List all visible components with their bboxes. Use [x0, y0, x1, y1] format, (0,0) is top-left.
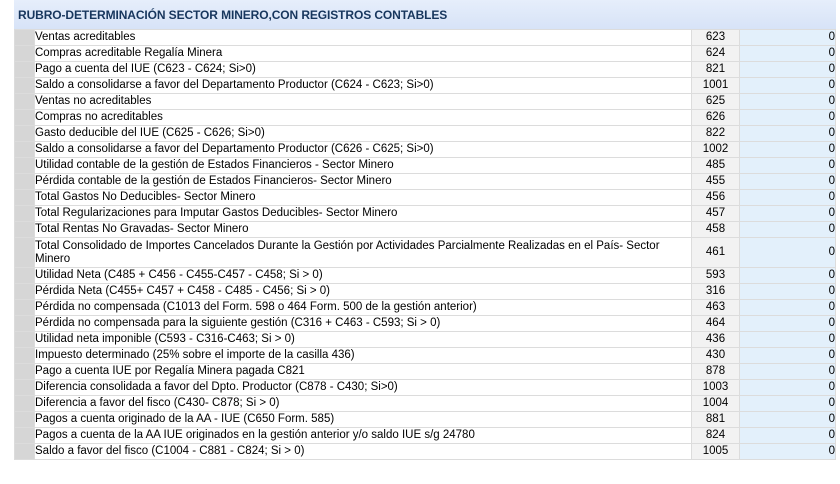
- row-value-field[interactable]: 0: [740, 364, 836, 380]
- row-value-field[interactable]: 0: [740, 300, 836, 316]
- row-code: 316: [692, 284, 740, 300]
- row-gutter: [15, 174, 35, 190]
- form-table-body: [15, 30, 836, 460]
- row-code: 461: [692, 238, 740, 268]
- row-value-field[interactable]: 0: [740, 206, 836, 222]
- row-value-field[interactable]: 0: [740, 142, 836, 158]
- row-code: 821: [692, 62, 740, 78]
- row-value-field[interactable]: 0: [740, 94, 836, 110]
- row-value-field[interactable]: 0: [740, 316, 836, 332]
- row-code: 1002: [692, 142, 740, 158]
- table-row: [15, 300, 836, 316]
- row-label: Saldo a consolidarse a favor del Departamento Productor (C624 - C623; Si>0): [35, 78, 692, 94]
- table-row: [15, 110, 836, 126]
- row-label: Pérdida no compensada (C1013 del Form. 598 o 464 Form. 500 de la gestión anterior): [35, 300, 692, 316]
- row-code: 593: [692, 268, 740, 284]
- table-row: [15, 284, 836, 300]
- row-label: Compras acreditable Regalía Minera: [35, 46, 692, 62]
- table-row: [15, 206, 836, 222]
- row-code: 485: [692, 158, 740, 174]
- table-row: [15, 444, 836, 460]
- row-code: 824: [692, 428, 740, 444]
- row-code: 436: [692, 332, 740, 348]
- row-value-field[interactable]: 0: [740, 30, 836, 46]
- section-header: [14, 0, 836, 30]
- table-row: [15, 268, 836, 284]
- row-label: Impuesto determinado (25% sobre el importe de la casilla 436): [35, 348, 692, 364]
- row-code: 822: [692, 126, 740, 142]
- row-value-field[interactable]: 0: [740, 110, 836, 126]
- row-gutter: [15, 316, 35, 332]
- row-gutter: [15, 300, 35, 316]
- row-code: 456: [692, 190, 740, 206]
- row-value-field[interactable]: 0: [740, 428, 836, 444]
- row-value-field[interactable]: 0: [740, 284, 836, 300]
- row-gutter: [15, 190, 35, 206]
- row-code: 1004: [692, 396, 740, 412]
- row-value-field[interactable]: 0: [740, 174, 836, 190]
- row-value-field[interactable]: 0: [740, 444, 836, 460]
- row-label: Pago a cuenta del IUE (C623 - C624; Si>0): [35, 62, 692, 78]
- row-label: Utilidad neta imponible (C593 - C316-C463; Si > 0): [35, 332, 692, 348]
- row-code: 878: [692, 364, 740, 380]
- row-value-field[interactable]: 0: [740, 412, 836, 428]
- row-label: Utilidad contable de la gestión de Estados Financieros - Sector Minero: [35, 158, 692, 174]
- row-label: Total Gastos No Deducibles- Sector Minero: [35, 190, 692, 206]
- table-row: [15, 348, 836, 364]
- row-value-field[interactable]: 0: [740, 332, 836, 348]
- row-label: Pérdida Neta (C455+ C457 + C458 - C485 - C456; Si > 0): [35, 284, 692, 300]
- table-row: [15, 142, 836, 158]
- row-label: Ventas no acreditables: [35, 94, 692, 110]
- row-label: Total Regularizaciones para Imputar Gastos Deducibles- Sector Minero: [35, 206, 692, 222]
- row-gutter: [15, 396, 35, 412]
- row-gutter: [15, 348, 35, 364]
- row-code: 464: [692, 316, 740, 332]
- table-row: [15, 238, 836, 268]
- row-label: Pago a cuenta IUE por Regalía Minera pagada C821: [35, 364, 692, 380]
- row-code: 463: [692, 300, 740, 316]
- table-row: [15, 396, 836, 412]
- row-label: Diferencia consolidada a favor del Dpto. Productor (C878 - C430; Si>0): [35, 380, 692, 396]
- row-label: Pagos a cuenta de la AA IUE originados en la gestión anterior y/o saldo IUE s/g 24780: [35, 428, 692, 444]
- row-label: Gasto deducible del IUE (C625 - C626; Si>0): [35, 126, 692, 142]
- row-gutter: [15, 126, 35, 142]
- table-row: [15, 78, 836, 94]
- row-gutter: [15, 428, 35, 444]
- row-code: 1001: [692, 78, 740, 94]
- row-code: 457: [692, 206, 740, 222]
- row-code: 1003: [692, 380, 740, 396]
- row-gutter: [15, 238, 35, 268]
- table-row: [15, 62, 836, 78]
- row-gutter: [15, 62, 35, 78]
- row-code: 623: [692, 30, 740, 46]
- row-gutter: [15, 412, 35, 428]
- table-row: [15, 174, 836, 190]
- row-gutter: [15, 222, 35, 238]
- row-gutter: [15, 206, 35, 222]
- row-label: Saldo a favor del fisco (C1004 - C881 - C824; Si > 0): [35, 444, 692, 460]
- table-row: [15, 332, 836, 348]
- row-value-field[interactable]: 0: [740, 78, 836, 94]
- row-gutter: [15, 46, 35, 62]
- table-row: [15, 94, 836, 110]
- row-value-field[interactable]: 0: [740, 222, 836, 238]
- table-row: [15, 222, 836, 238]
- table-row: [15, 380, 836, 396]
- row-label: Total Rentas No Gravadas- Sector Minero: [35, 222, 692, 238]
- row-code: 430: [692, 348, 740, 364]
- table-row: [15, 158, 836, 174]
- row-gutter: [15, 94, 35, 110]
- row-gutter: [15, 444, 35, 460]
- row-label: Ventas acreditables: [35, 30, 692, 46]
- table-row: [15, 126, 836, 142]
- form-table: [14, 29, 836, 460]
- row-code: 626: [692, 110, 740, 126]
- row-code: 624: [692, 46, 740, 62]
- row-value-field[interactable]: 0: [740, 158, 836, 174]
- table-row: [15, 46, 836, 62]
- row-label: Pérdida no compensada para la siguiente gestión (C316 + C463 - C593; Si > 0): [35, 316, 692, 332]
- row-label: Utilidad Neta (C485 + C456 - C455-C457 - C458; Si > 0): [35, 268, 692, 284]
- row-code: 625: [692, 94, 740, 110]
- row-gutter: [15, 158, 35, 174]
- row-code: 455: [692, 174, 740, 190]
- row-label: Total Consolidado de Importes Cancelados Durante la Gestión por Actividades Parcialmente Realizadas en el País- Sector Minero: [35, 238, 692, 268]
- row-label: Compras no acreditables: [35, 110, 692, 126]
- row-code: 881: [692, 412, 740, 428]
- row-label: Diferencia a favor del fisco (C430- C878; Si > 0): [35, 396, 692, 412]
- table-row: [15, 364, 836, 380]
- table-row: [15, 190, 836, 206]
- row-gutter: [15, 284, 35, 300]
- row-value-field[interactable]: 0: [740, 62, 836, 78]
- row-gutter: [15, 142, 35, 158]
- row-gutter: [15, 380, 35, 396]
- row-value-field[interactable]: 0: [740, 348, 836, 364]
- row-label: Pagos a cuenta originado de la AA - IUE (C650 Form. 585): [35, 412, 692, 428]
- row-value-field[interactable]: 0: [740, 380, 836, 396]
- row-gutter: [15, 110, 35, 126]
- row-gutter: [15, 268, 35, 284]
- row-value-field[interactable]: 0: [740, 268, 836, 284]
- row-code: 1005: [692, 444, 740, 460]
- row-gutter: [15, 364, 35, 380]
- row-value-field[interactable]: 0: [740, 126, 836, 142]
- section-title: RUBRO-DETERMINACIÓN SECTOR MINERO,CON REGISTROS CONTABLES: [18, 8, 448, 22]
- row-value-field[interactable]: 0: [740, 46, 836, 62]
- table-row: [15, 316, 836, 332]
- table-row: [15, 428, 836, 444]
- row-label: Saldo a consolidarse a favor del Departamento Productor (C626 - C625; Si>0): [35, 142, 692, 158]
- row-value-field[interactable]: 0: [740, 190, 836, 206]
- row-value-field[interactable]: 0: [740, 238, 836, 268]
- row-gutter: [15, 78, 35, 94]
- row-label: Pérdida contable de la gestión de Estados Financieros- Sector Minero: [35, 174, 692, 190]
- row-gutter: [15, 332, 35, 348]
- row-value-field[interactable]: 0: [740, 396, 836, 412]
- row-code: 458: [692, 222, 740, 238]
- row-gutter: [15, 30, 35, 46]
- table-row: [15, 412, 836, 428]
- table-row: [15, 30, 836, 46]
